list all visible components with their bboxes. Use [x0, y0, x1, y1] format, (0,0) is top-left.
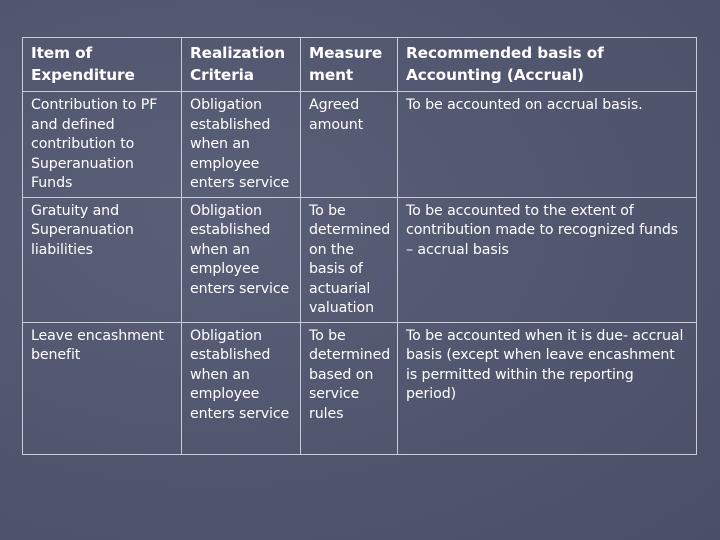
cell-measurement: To be determined based on service rules [301, 322, 398, 454]
table-row [23, 322, 697, 454]
table-row [23, 92, 697, 198]
table-header-row [23, 38, 697, 92]
table-row [23, 197, 697, 322]
header-measurement: Measure ment [301, 38, 398, 92]
header-recommended-basis: Recommended basis of Accounting (Accrual) [398, 38, 697, 92]
cell-basis: To be accounted when it is due- accrual basis (except when leave encashment is permitted within the reporting period) [398, 322, 697, 454]
cell-realization: Obligation established when an employee enters service [182, 197, 301, 322]
cell-realization: Obligation established when an employee enters service [182, 92, 301, 198]
cell-item: Gratuity and Superanuation liabilities [23, 197, 182, 322]
cell-measurement: Agreed amount [301, 92, 398, 198]
cell-item: Leave encashment benefit [23, 322, 182, 454]
cell-item: Contribution to PF and defined contribution to Superanuation Funds [23, 92, 182, 198]
cell-measurement: To be determined on the basis of actuarial valuation [301, 197, 398, 322]
header-realization-criteria: Realization Criteria [182, 38, 301, 92]
expenditure-accounting-table [22, 37, 697, 455]
cell-basis: To be accounted to the extent of contribution made to recognized funds – accrual basis [398, 197, 697, 322]
cell-basis: To be accounted on accrual basis. [398, 92, 697, 198]
cell-realization: Obligation established when an employee enters service [182, 322, 301, 454]
header-item-of-expenditure: Item of Expenditure [23, 38, 182, 92]
